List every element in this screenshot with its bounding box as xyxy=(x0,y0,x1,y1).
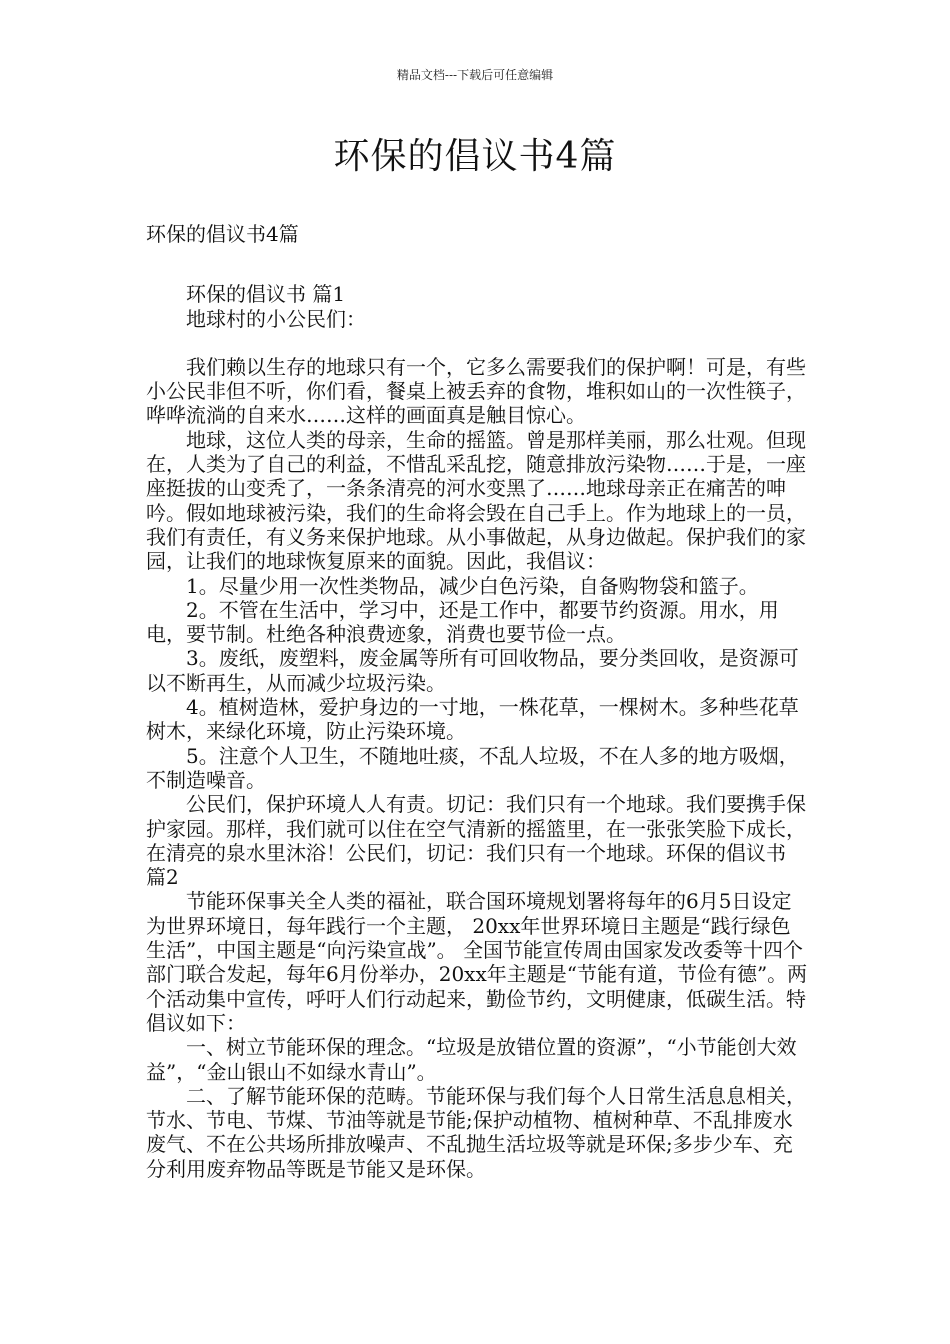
document-title: 环保的倡议书4篇 xyxy=(333,136,617,177)
body-paragraph: 我们赖以生存的地球只有一个，它多么需要我们的保护啊！可是，有些小公民非但不听，你们看，餐桌上被丢弃的食物，堆积如山的一次性筷子，哗哗流淌的自来水……这样的画面真是触目惊心。 xyxy=(146,354,806,428)
proposal-item-1: 1。尽量少用一次性类物品，减少白色污染，自备购物袋和篮子。 xyxy=(186,573,759,598)
salutation: 地球村的小公民们： xyxy=(186,306,366,331)
section-2-intro: 节能环保事关全人类的福祉，联合国环境规划署将每年的6月5日设定为世界环境日，每年践行一个主题， 20xx年世界环境日主题是“践行绿色生活”，中国主题是“向污染宣战”。 全国节能宣传周由国家发改委等十四个部门联合发起，每年6月份举办，20xx年主题是“节能有道，节俭有德”。两个活动集中宣传，呼吁人们行动起来，勤俭节约，文明健康，低碳生活。特倡议如下： xyxy=(146,889,808,1035)
section-2-point-1: 一、树立节能环保的理念。“垃圾是放错位置的资源”，“小节能创大效益”，“金山银山不如绿水青山”。 xyxy=(146,1035,797,1084)
body-paragraph: 地球，这位人类的母亲，生命的摇篮。曾是那样美丽，那么壮观。但现在，人类为了自己的利益，不惜乱采乱挖，随意排放污染物……于是，一座座挺拔的山变秃了，一条条清亮的河水变黑了……地球母亲正在痛苦的呻吟。假如地球被污染，我们的生命将会毁在自己手上。作为地球上的一员，我们有责任，有义务来保护地球。从小事做起，从身边做起。保护我们的家园，让我们的地球恢复原来的面貌。因此，我倡议： xyxy=(146,427,806,574)
proposal-item-4: 4。植树造林，爱护身边的一寸地，一株花草，一棵树木。多种些花草树木，来绿化环境，防止污染环境。 xyxy=(146,695,799,744)
document-subtitle: 环保的倡议书4篇 xyxy=(146,222,299,246)
proposal-item-3: 3。废纸，废塑料，废金属等所有可回收物品，要分类回收，是资源可以不断再生，从而减少垃圾污染。 xyxy=(146,646,799,695)
proposal-item-5: 5。注意个人卫生，不随地吐痰，不乱人垃圾，不在人多的地方吸烟，不制造噪音。 xyxy=(146,743,799,792)
document-body xyxy=(146,222,808,1181)
closing-paragraph: 公民们，保护环境人人有责。切记：我们只有一个地球。我们要携手保护家园。那样，我们就可以住在空气清新的摇篮里，在一张张笑脸下成长，在清亮的泉水里沐浴！公民们，切记：我们只有一个地球。环保的倡议书 篇2 xyxy=(146,792,806,890)
section-heading-1: 环保的倡议书 篇1 xyxy=(186,282,346,307)
proposal-item-2: 2。不管在生活中，学习中，还是工作中，都要节约资源。用水，用电，要节制。杜绝各种浪费迹象，消费也要节俭一点。 xyxy=(146,597,779,647)
section-2-point-2: 二、了解节能环保的范畴。节能环保与我们每个人日常生活息息相关，节水、节电、节煤、节油等就是节能;保护动植物、植树种草、不乱排废水废气、不在公共场所排放噪声、不乱抛生活垃圾等就是环保;多步少车、充分利用废弃物品等既是节能又是环保。 xyxy=(146,1083,806,1181)
page-header-note: 精品文档---下载后可任意编辑 xyxy=(396,68,554,82)
